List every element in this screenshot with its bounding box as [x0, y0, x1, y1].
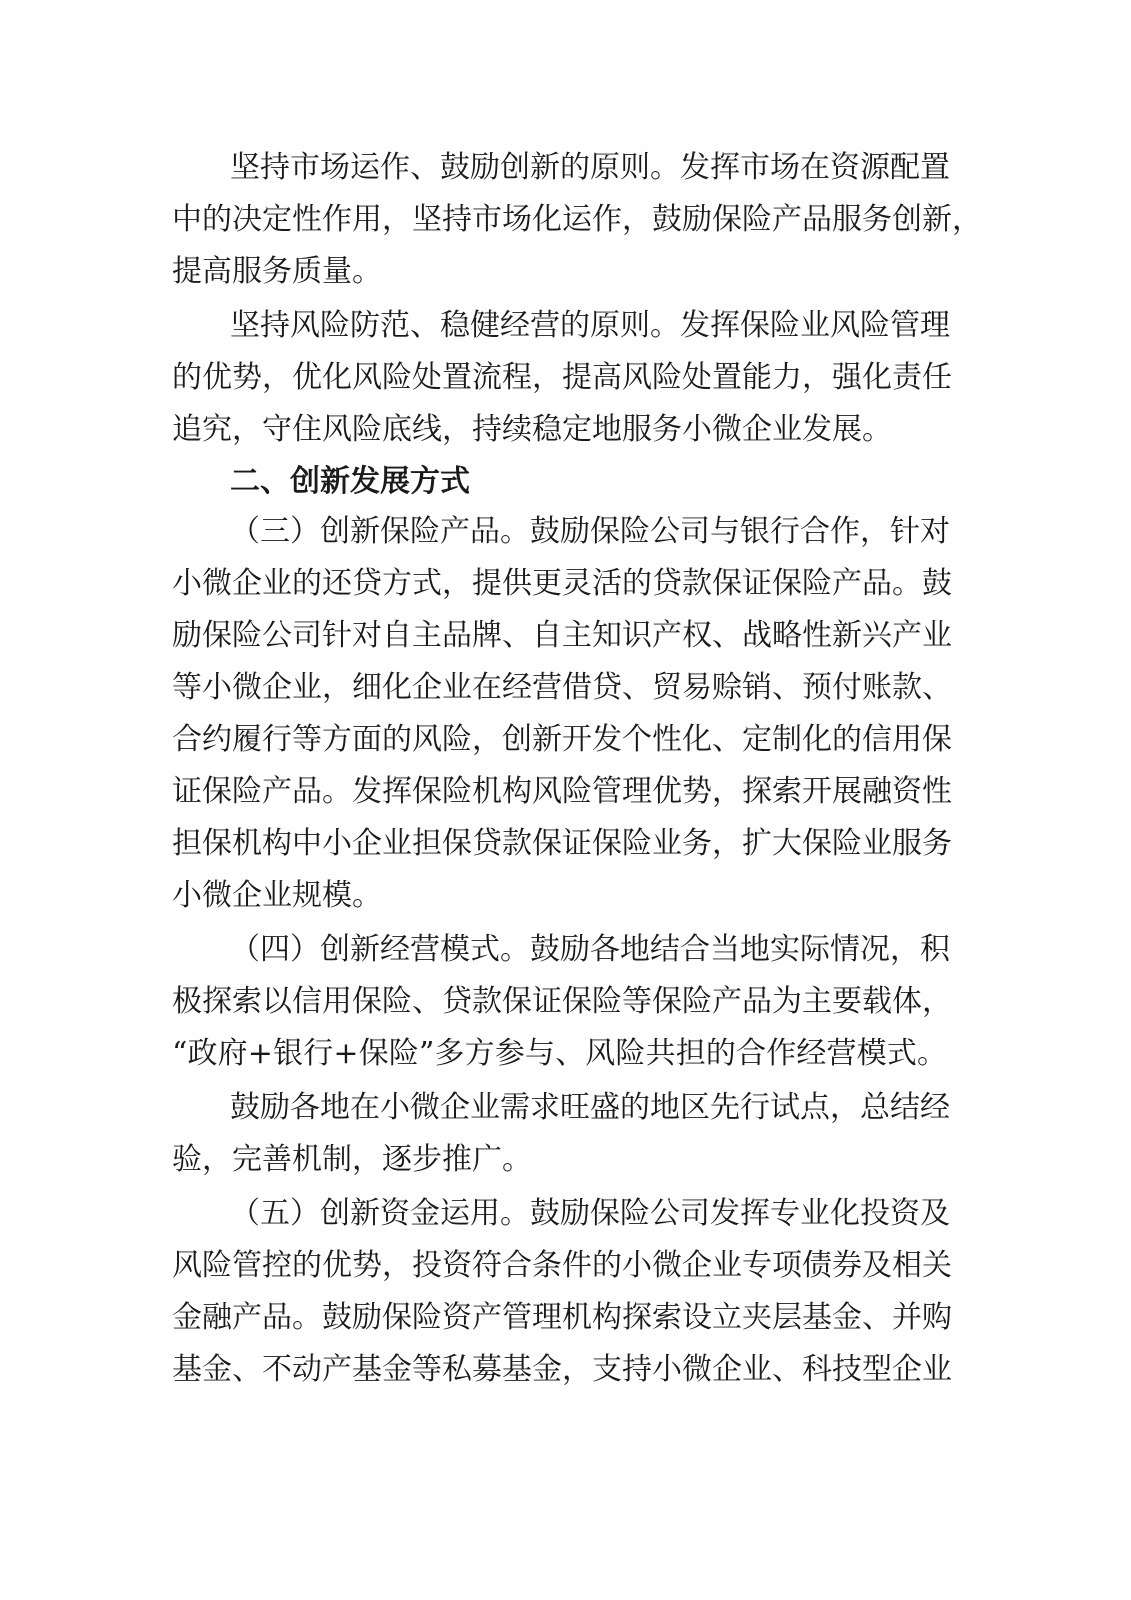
paragraph-line: 的优势，优化风险处置流程，提高风险处置能力，强化责任	[172, 360, 952, 395]
paragraph-line: 担保机构中小企业担保贷款保证保险业务，扩大保险业服务	[172, 826, 952, 861]
paragraph-line: （三）创新保险产品。鼓励保险公司与银行合作，针对	[230, 514, 950, 549]
paragraph-line: 合约履行等方面的风险，创新开发个性化、定制化的信用保	[172, 722, 952, 757]
paragraph-line: 励保险公司针对自主品牌、自主知识产权、战略性新兴产业	[172, 618, 952, 653]
paragraph-line: 中的决定性作用，坚持市场化运作，鼓励保险产品服务创新，	[172, 202, 982, 237]
paragraph-line: 提高服务质量。	[172, 254, 382, 289]
paragraph-line: （五）创新资金运用。鼓励保险公司发挥专业化投资及	[230, 1196, 950, 1231]
paragraph-line: 追究，守住风险底线，持续稳定地服务小微企业发展。	[172, 412, 892, 447]
paragraph-line: 小微企业规模。	[172, 878, 382, 913]
paragraph-line: “政府+银行+保险”多方参与、风险共担的合作经营模式。	[172, 1036, 947, 1071]
paragraph-line: 基金、不动产基金等私募基金，支持小微企业、科技型企业	[172, 1352, 952, 1387]
paragraph-line: 小微企业的还贷方式，提供更灵活的贷款保证保险产品。鼓	[172, 566, 952, 601]
paragraph-line: 证保险产品。发挥保险机构风险管理优势，探索开展融资性	[172, 774, 952, 809]
section-heading: 二、创新发展方式	[230, 464, 470, 499]
paragraph-line: 坚持风险防范、稳健经营的原则。发挥保险业风险管理	[230, 308, 950, 343]
paragraph-line: 鼓励各地在小微企业需求旺盛的地区先行试点，总结经	[230, 1090, 950, 1125]
paragraph-line: （四）创新经营模式。鼓励各地结合当地实际情况，积	[230, 932, 950, 967]
paragraph-line: 坚持市场运作、鼓励创新的原则。发挥市场在资源配置	[230, 150, 950, 185]
paragraph-line: 风险管控的优势，投资符合条件的小微企业专项债券及相关	[172, 1248, 952, 1283]
paragraph-line: 金融产品。鼓励保险资产管理机构探索设立夹层基金、并购	[172, 1300, 952, 1335]
paragraph-line: 极探索以信用保险、贷款保证保险等保险产品为主要载体，	[172, 984, 952, 1019]
paragraph-line: 等小微企业，细化企业在经营借贷、贸易赊销、预付账款、	[172, 670, 952, 705]
paragraph-line: 验，完善机制，逐步推广。	[172, 1142, 532, 1177]
